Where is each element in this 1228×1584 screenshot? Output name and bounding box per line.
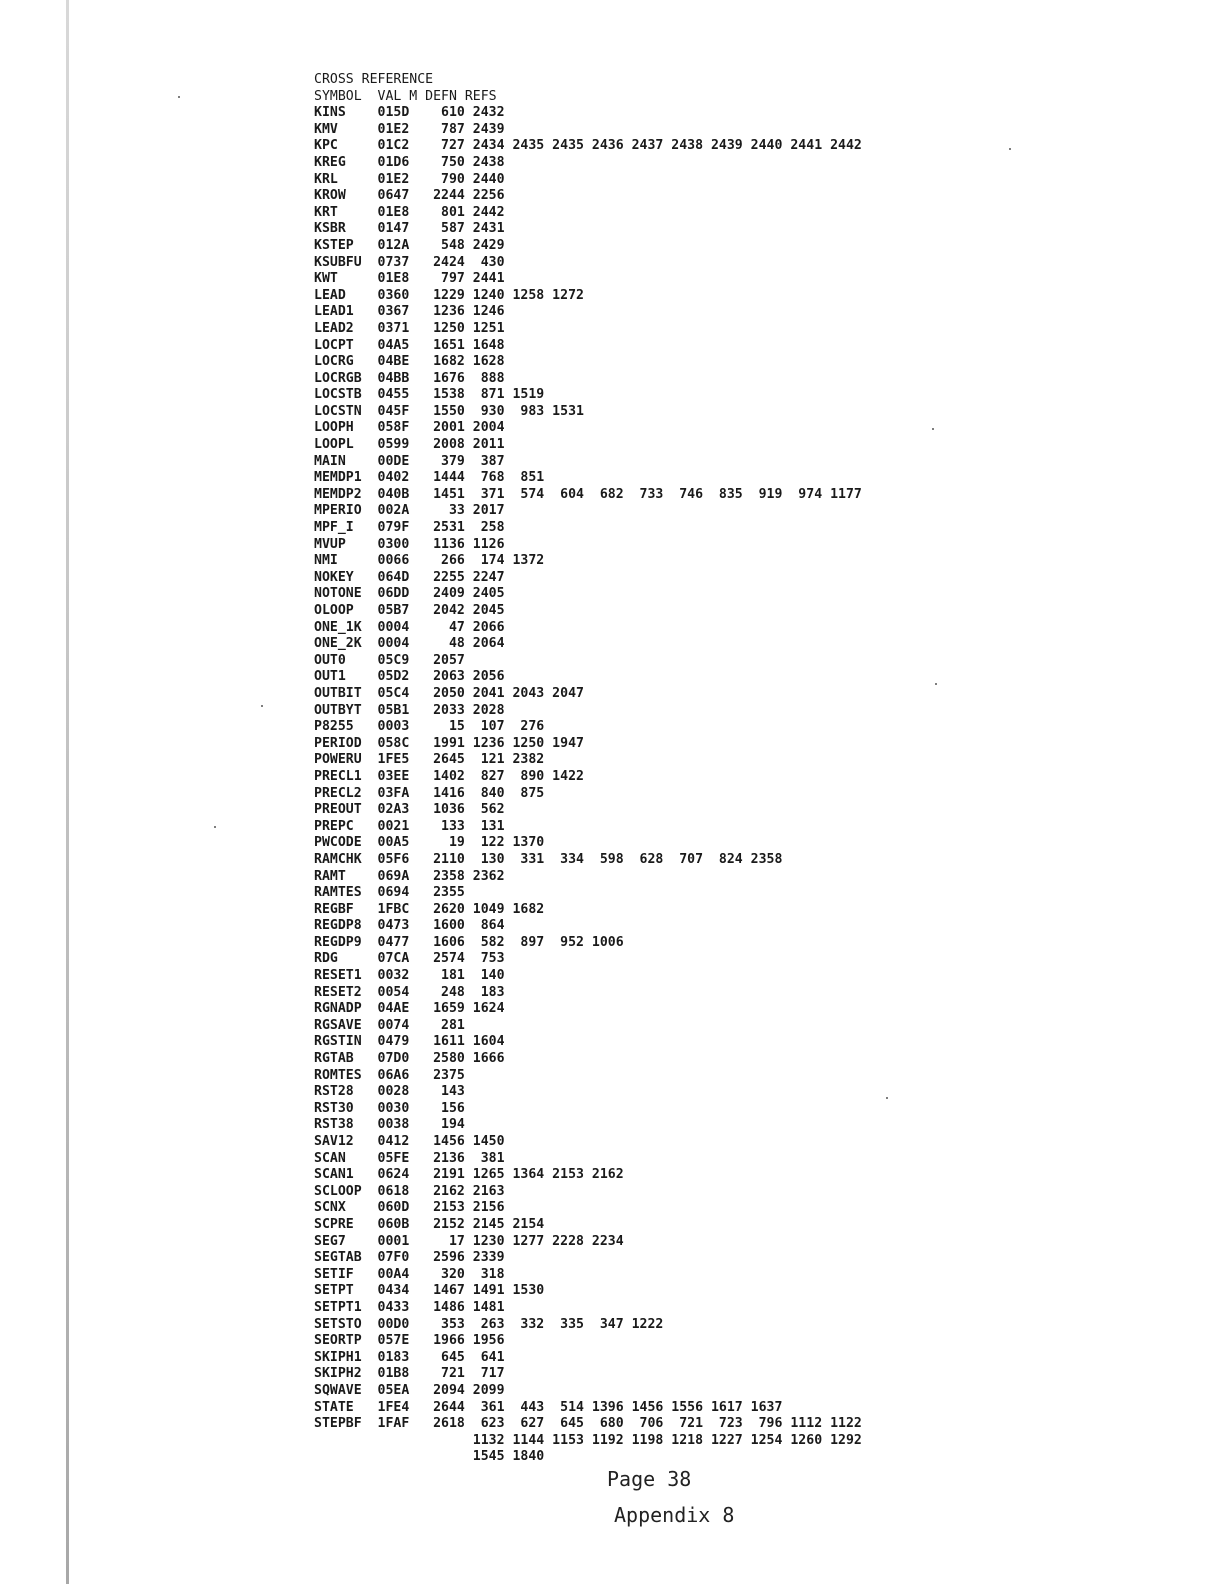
scan-speck [214, 826, 216, 828]
symbol-row: POWERU 1FE5 2645 121 2382 [314, 752, 545, 768]
symbol-row: LOCPT 04A5 1651 1648 [314, 337, 505, 353]
symbol-row: MVUP 0300 1136 1126 [314, 536, 505, 552]
symbol-row: SCLOOP 0618 2162 2163 [314, 1183, 505, 1199]
symbol-row: OUTBIT 05C4 2050 2041 2043 2047 [314, 685, 584, 701]
symbol-row: KSBR 0147 587 2431 [314, 221, 505, 237]
symbol-row: LOCSTN 045F 1550 930 983 1531 [314, 403, 584, 419]
symbol-row: RESET2 0054 248 183 [314, 984, 505, 1000]
cross-reference-listing [314, 72, 862, 1466]
symbol-row: KREG 01D6 750 2438 [314, 154, 505, 170]
scan-speck [886, 1097, 888, 1099]
symbol-row: PREPC 0021 133 131 [314, 818, 505, 834]
symbol-row: LOCSTB 0455 1538 871 1519 [314, 387, 545, 403]
symbol-row: RST38 0038 194 [314, 1117, 465, 1133]
symbol-row: SCNX 060D 2153 2156 [314, 1200, 505, 1216]
symbol-row: KMV 01E2 787 2439 [314, 121, 505, 137]
symbol-row: SKIPH1 0183 645 641 [314, 1349, 505, 1365]
symbol-row: KWT 01E8 797 2441 [314, 271, 505, 287]
symbol-row: OLOOP 05B7 2042 2045 [314, 603, 505, 618]
symbol-row: RAMT 069A 2358 2362 [314, 868, 505, 884]
page-number: Page 38 [607, 1467, 692, 1491]
symbol-row: RESET1 0032 181 140 [314, 968, 505, 984]
symbol-row: SEORTP 057E 1966 1956 [314, 1333, 505, 1349]
symbol-row: KSUBFU 0737 2424 430 [314, 254, 505, 270]
symbol-row: PRECL1 03EE 1402 827 890 1422 [314, 768, 584, 784]
symbol-row: KINS 015D 610 2432 [314, 105, 505, 121]
scan-speck [932, 428, 934, 430]
symbol-row: RGNADP 04AE 1659 1624 [314, 1001, 505, 1017]
symbol-row: PRECL2 03FA 1416 840 875 [314, 785, 545, 801]
symbol-row: RAMCHK 05F6 2110 130 331 334 598 628 707 824 2358 [314, 851, 783, 867]
symbol-row: OUTBYT 05B1 2033 2028 [314, 702, 505, 718]
symbol-row: NOTONE 06DD 2409 2405 [314, 586, 505, 602]
symbol-row: 1132 1144 1153 1192 1198 1218 1227 1254 1260 1292 [314, 1432, 862, 1448]
symbol-row: SEGTAB 07F0 2596 2339 [314, 1250, 505, 1266]
symbol-row: LOOPH 058F 2001 2004 [314, 420, 505, 436]
symbol-row: SQWAVE 05EA 2094 2099 [314, 1382, 505, 1398]
scan-speck [261, 705, 263, 707]
symbol-row: LOOPL 0599 2008 2011 [314, 437, 505, 453]
symbol-row: MEMDP2 040B 1451 371 574 604 682 733 746 835 919 974 1177 [314, 486, 862, 502]
symbol-row: KRL 01E2 790 2440 [314, 171, 505, 187]
symbol-row: RST28 0028 143 [314, 1084, 465, 1100]
symbol-row: OUT1 05D2 2063 2056 [314, 669, 505, 685]
column-header: SYMBOL VAL M DEFN REFS [314, 88, 497, 104]
scan-speck [1009, 148, 1011, 150]
symbol-row: SCAN1 0624 2191 1265 1364 2153 2162 [314, 1167, 624, 1183]
symbol-row: SKIPH2 01B8 721 717 [314, 1366, 505, 1382]
symbol-row: SAV12 0412 1456 1450 [314, 1134, 505, 1149]
symbol-row: SETSTO 00D0 353 263 332 335 347 1222 [314, 1316, 664, 1332]
symbol-row: STEPBF 1FAF 2618 623 627 645 680 706 721 723 796 1112 1122 [314, 1416, 862, 1432]
symbol-row: REGDP9 0477 1606 582 897 952 1006 [314, 934, 624, 950]
symbol-row: SETPT1 0433 1486 1481 [314, 1299, 505, 1315]
symbol-row: STATE 1FE4 2644 361 443 514 1396 1456 1556 1617 1637 [314, 1399, 783, 1415]
symbol-row: REGDP8 0473 1600 864 [314, 918, 505, 934]
symbol-row: LEAD1 0367 1236 1246 [314, 304, 505, 320]
symbol-row: MAIN 00DE 379 387 [314, 453, 505, 469]
symbol-row: MEMDP1 0402 1444 768 851 [314, 470, 545, 486]
symbol-row: RGSTIN 0479 1611 1604 [314, 1034, 505, 1050]
symbol-row: PWCODE 00A5 19 122 1370 [314, 835, 545, 851]
symbol-row: NMI 0066 266 174 1372 [314, 553, 545, 569]
symbol-row: KROW 0647 2244 2256 [314, 188, 505, 204]
symbol-row: SETPT 0434 1467 1491 1530 [314, 1283, 545, 1299]
symbol-row: ONE_2K 0004 48 2064 [314, 636, 505, 652]
symbol-row: SEG7 0001 17 1230 1277 2228 2234 [314, 1233, 624, 1249]
symbol-row: RGTAB 07D0 2580 1666 [314, 1051, 505, 1067]
symbol-row: SCAN 05FE 2136 381 [314, 1150, 505, 1166]
symbol-row: OUT0 05C9 2057 [314, 652, 465, 668]
scan-edge [66, 0, 69, 1584]
symbol-row: RGSAVE 0074 281 [314, 1017, 465, 1033]
symbol-row: KSTEP 012A 548 2429 [314, 237, 505, 253]
symbol-row: RDG 07CA 2574 753 [314, 951, 505, 967]
symbol-row: RAMTES 0694 2355 [314, 885, 465, 901]
symbol-row: RST30 0030 156 [314, 1100, 465, 1116]
symbol-row: P8255 0003 15 107 276 [314, 719, 545, 735]
symbol-rows [314, 105, 862, 1466]
symbol-row: SETIF 00A4 320 318 [314, 1266, 505, 1282]
symbol-row: NOKEY 064D 2255 2247 [314, 569, 505, 585]
symbol-row: MPERIO 002A 33 2017 [314, 503, 505, 519]
symbol-row: LEAD2 0371 1250 1251 [314, 320, 505, 336]
symbol-row: LEAD 0360 1229 1240 1258 1272 [314, 287, 584, 303]
symbol-row: MPF_I 079F 2531 258 [314, 520, 505, 536]
symbol-row: REGBF 1FBC 2620 1049 1682 [314, 901, 545, 917]
symbol-row: 1545 1840 [314, 1449, 545, 1465]
listing-title: CROSS REFERENCE [314, 72, 434, 87]
scan-speck [178, 96, 180, 98]
appendix-label: Appendix 8 [614, 1503, 735, 1527]
scan-speck [935, 683, 937, 685]
symbol-row: PERIOD 058C 1991 1236 1250 1947 [314, 735, 584, 751]
symbol-row: ONE_1K 0004 47 2066 [314, 619, 505, 635]
symbol-row: LOCRG 04BE 1682 1628 [314, 354, 505, 370]
symbol-row: KRT 01E8 801 2442 [314, 204, 505, 220]
symbol-row: PREOUT 02A3 1036 562 [314, 802, 505, 818]
symbol-row: LOCRGB 04BB 1676 888 [314, 370, 505, 386]
symbol-row: KPC 01C2 727 2434 2435 2435 2436 2437 2438 2439 2440 2441 2442 [314, 138, 862, 154]
symbol-row: ROMTES 06A6 2375 [314, 1067, 465, 1083]
symbol-row: SCPRE 060B 2152 2145 2154 [314, 1216, 545, 1232]
